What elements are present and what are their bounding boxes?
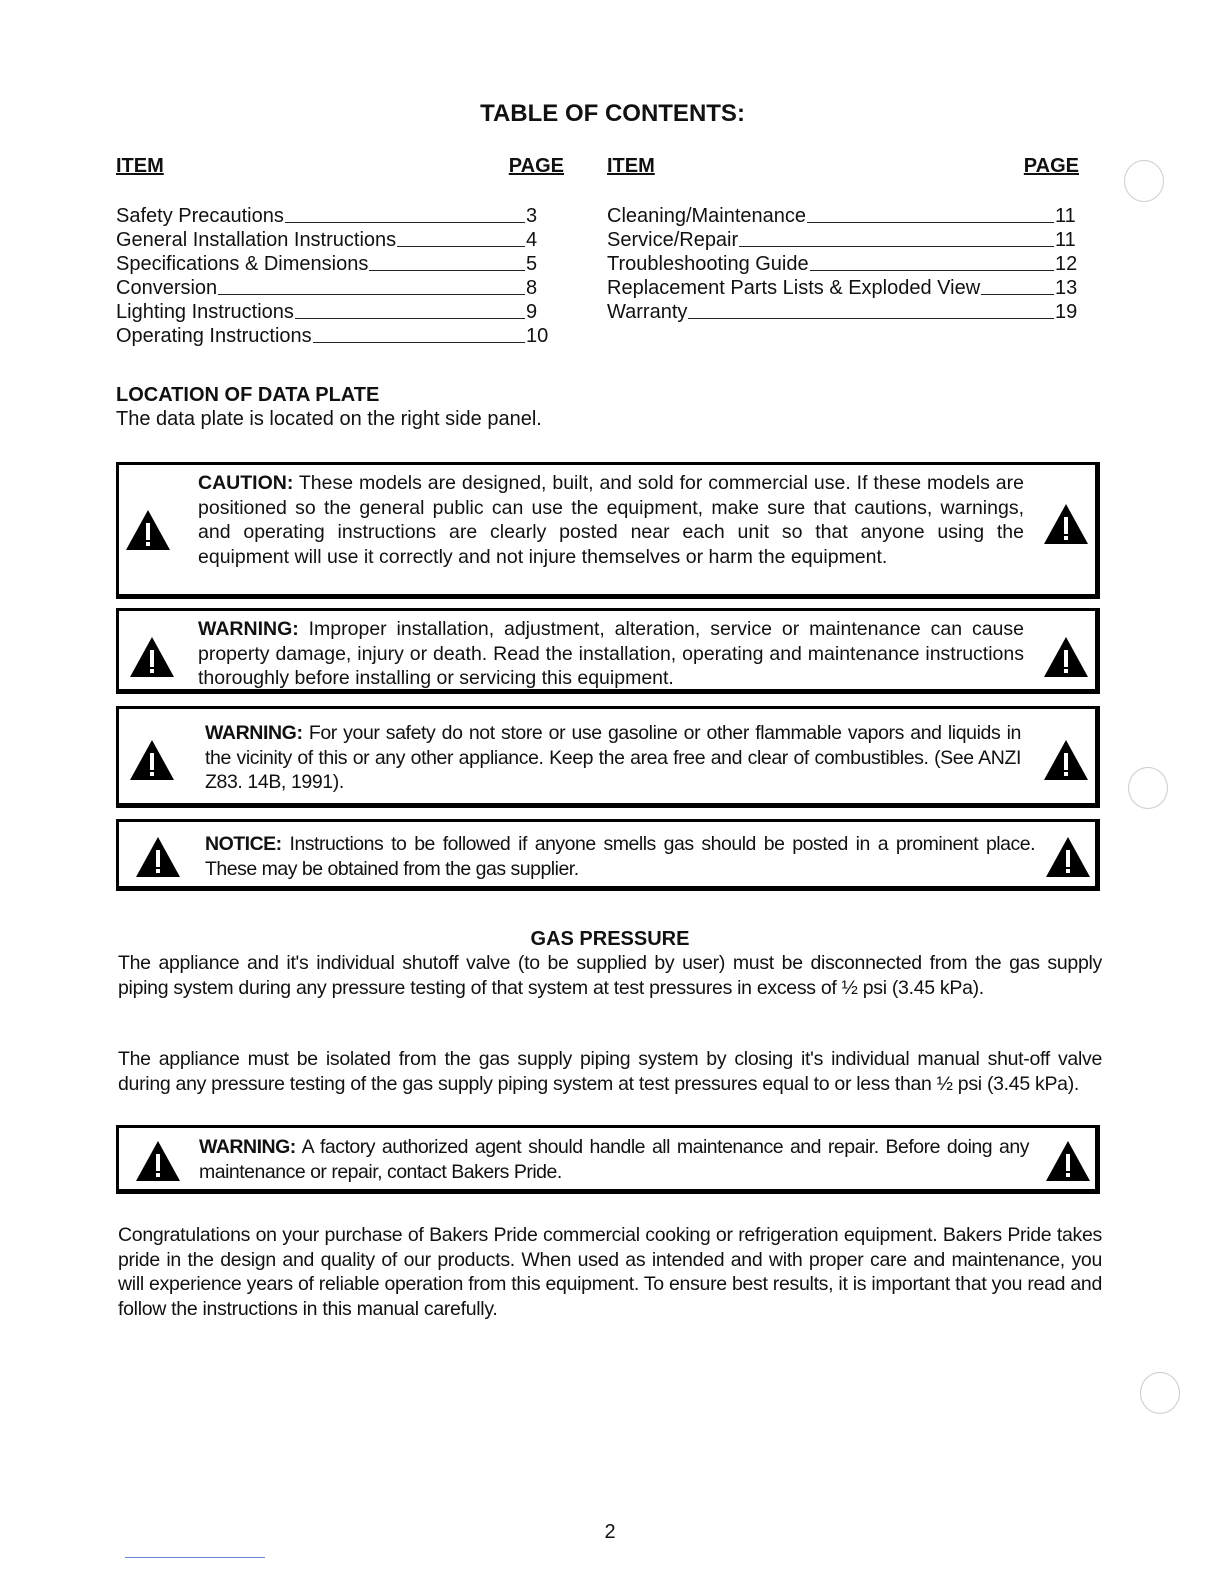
warning-triangle-icon — [1045, 1140, 1091, 1182]
toc-leader-line — [688, 318, 1054, 319]
toc-entry-page: 4 — [526, 229, 538, 251]
toc-entry-title: Safety Precautions — [116, 205, 284, 227]
notice-text: CAUTION: These models are designed, built, and sold for commercial use. If these models are positioned so the general public can use the equipment, make sure that cautions, warnings, and operating instructions are clearly posted near each unit so that anyone using the equipment will use it correctly and not injure themselves or harm the equipment. — [198, 472, 1024, 568]
toc-entry-title: Specifications & Dimensions — [116, 253, 369, 275]
toc-entry-title: Troubleshooting Guide — [607, 253, 809, 275]
notice-text: WARNING: For your safety do not store or use gasoline or other flammable vapors and liquids in the vicinity of this or any other appliance. Keep the area free and clear of combustibles. (See ANZI Z83. 14B, 1991). — [205, 722, 1021, 793]
toc-leader-line — [295, 318, 525, 319]
toc-leader-line — [807, 222, 1054, 223]
toc-entry — [607, 300, 1079, 324]
toc-entry — [116, 204, 564, 228]
caution-box — [116, 462, 1100, 599]
toc-entry — [607, 252, 1079, 276]
gas-pressure-paragraph-2: The appliance must be isolated from the gas supply piping system by closing it's individual manual shut-off valve during any pressure testing of the gas supply piping system at test pressures equal to or less than ½ psi (3.45 kPa). — [118, 1048, 1102, 1095]
toc-leader-line — [369, 270, 525, 271]
toc-item-header: ITEM — [607, 155, 655, 177]
toc-leader-line — [313, 342, 525, 343]
notice-text: NOTICE: Instructions to be followed if anyone smells gas should be posted in a prominent place. These may be obtained from the gas supplier. — [205, 833, 1035, 880]
warning-triangle-icon — [135, 836, 181, 878]
punch-hole-mark — [1124, 160, 1164, 202]
toc-entry-title: Conversion — [116, 277, 218, 299]
warning-triangle-icon — [1043, 739, 1089, 781]
toc-entry-title: General Installation Instructions — [116, 229, 397, 251]
toc-entry — [116, 276, 564, 300]
toc-entry — [116, 324, 564, 348]
toc-leader-line — [397, 246, 525, 247]
toc-entry-page: 19 — [1055, 301, 1078, 323]
toc-entry-page: 9 — [526, 301, 538, 323]
toc-entry-title: Service/Repair — [607, 229, 739, 251]
toc-entry — [116, 252, 564, 276]
toc-entry — [607, 228, 1079, 252]
data-plate-title: LOCATION OF DATA PLATE — [116, 384, 380, 406]
toc-entry-page: 11 — [1055, 229, 1076, 251]
warning-triangle-icon — [135, 1140, 181, 1182]
toc-entry — [607, 204, 1079, 228]
closing-paragraph: Congratulations on your purchase of Bakers Pride commercial cooking or refrigeration equipment. Bakers Pride takes pride in the design and quality of our products. When used as intended and with proper care and maintenance, you will experience years of reliable operation from this equipment. To ensure best results, it is important that you read and follow the instructions in this manual carefully. — [118, 1224, 1102, 1320]
toc-leader-line — [981, 294, 1054, 295]
punch-hole-mark — [1140, 1372, 1180, 1414]
toc-entry-title: Replacement Parts Lists & Exploded View — [607, 277, 981, 299]
toc-entry-page: 10 — [526, 325, 549, 347]
scan-artifact-line — [125, 1557, 265, 1558]
warning-triangle-icon — [129, 636, 175, 678]
toc-entry-title: Lighting Instructions — [116, 301, 294, 323]
warning-triangle-icon — [1045, 836, 1091, 878]
toc-entry — [116, 300, 564, 324]
page-title: TABLE OF CONTENTS: — [480, 100, 745, 127]
toc-leader-line — [285, 222, 525, 223]
toc-entry — [116, 228, 564, 252]
toc-page-header: PAGE — [1023, 155, 1079, 177]
toc-entry-page: 11 — [1055, 205, 1076, 227]
notice-text: WARNING: A factory authorized agent should handle all maintenance and repair. Before doing any maintenance or repair, contact Bakers Pride. — [199, 1136, 1029, 1183]
toc-entry-title: Warranty — [607, 301, 688, 323]
gas-pressure-title: GAS PRESSURE — [530, 928, 690, 950]
warning-box — [116, 1125, 1100, 1194]
warning-triangle-icon — [129, 739, 175, 781]
page-number: 2 — [604, 1521, 616, 1543]
toc-entry-page: 5 — [526, 253, 538, 275]
punch-hole-mark — [1128, 767, 1168, 809]
warning-triangle-icon — [125, 509, 171, 551]
toc-leader-line — [739, 246, 1054, 247]
toc-entry-page: 13 — [1055, 277, 1078, 299]
toc-entry — [607, 276, 1079, 300]
toc-leader-line — [810, 270, 1054, 271]
toc-entry-page: 8 — [526, 277, 538, 299]
toc-left-column — [116, 155, 564, 348]
toc-entry-title: Operating Instructions — [116, 325, 312, 347]
data-plate-text: The data plate is located on the right side panel. — [116, 408, 542, 430]
toc-entry-title: Cleaning/Maintenance — [607, 205, 807, 227]
notice-text: WARNING: Improper installation, adjustment, alteration, service or maintenance can cause property damage, injury or death. Read the installation, operating and maintenance instructions thoroughly before installing or servicing this equipment. — [198, 618, 1024, 689]
toc-entry-page: 12 — [1055, 253, 1078, 275]
notice-box — [116, 819, 1100, 891]
toc-entry-page: 3 — [526, 205, 538, 227]
warning-box — [116, 608, 1100, 694]
toc-leader-line — [218, 294, 525, 295]
toc-item-header: ITEM — [116, 155, 164, 177]
gas-pressure-paragraph-1: The appliance and it's individual shutoff valve (to be supplied by user) must be disconnected from the gas supply piping system during any pressure testing of that system at test pressures in excess of ½ psi (3.45 kPa). — [118, 952, 1102, 999]
toc-page-header: PAGE — [508, 155, 564, 177]
warning-box — [116, 706, 1100, 808]
warning-triangle-icon — [1043, 636, 1089, 678]
warning-triangle-icon — [1043, 503, 1089, 545]
toc-right-column — [607, 155, 1079, 324]
